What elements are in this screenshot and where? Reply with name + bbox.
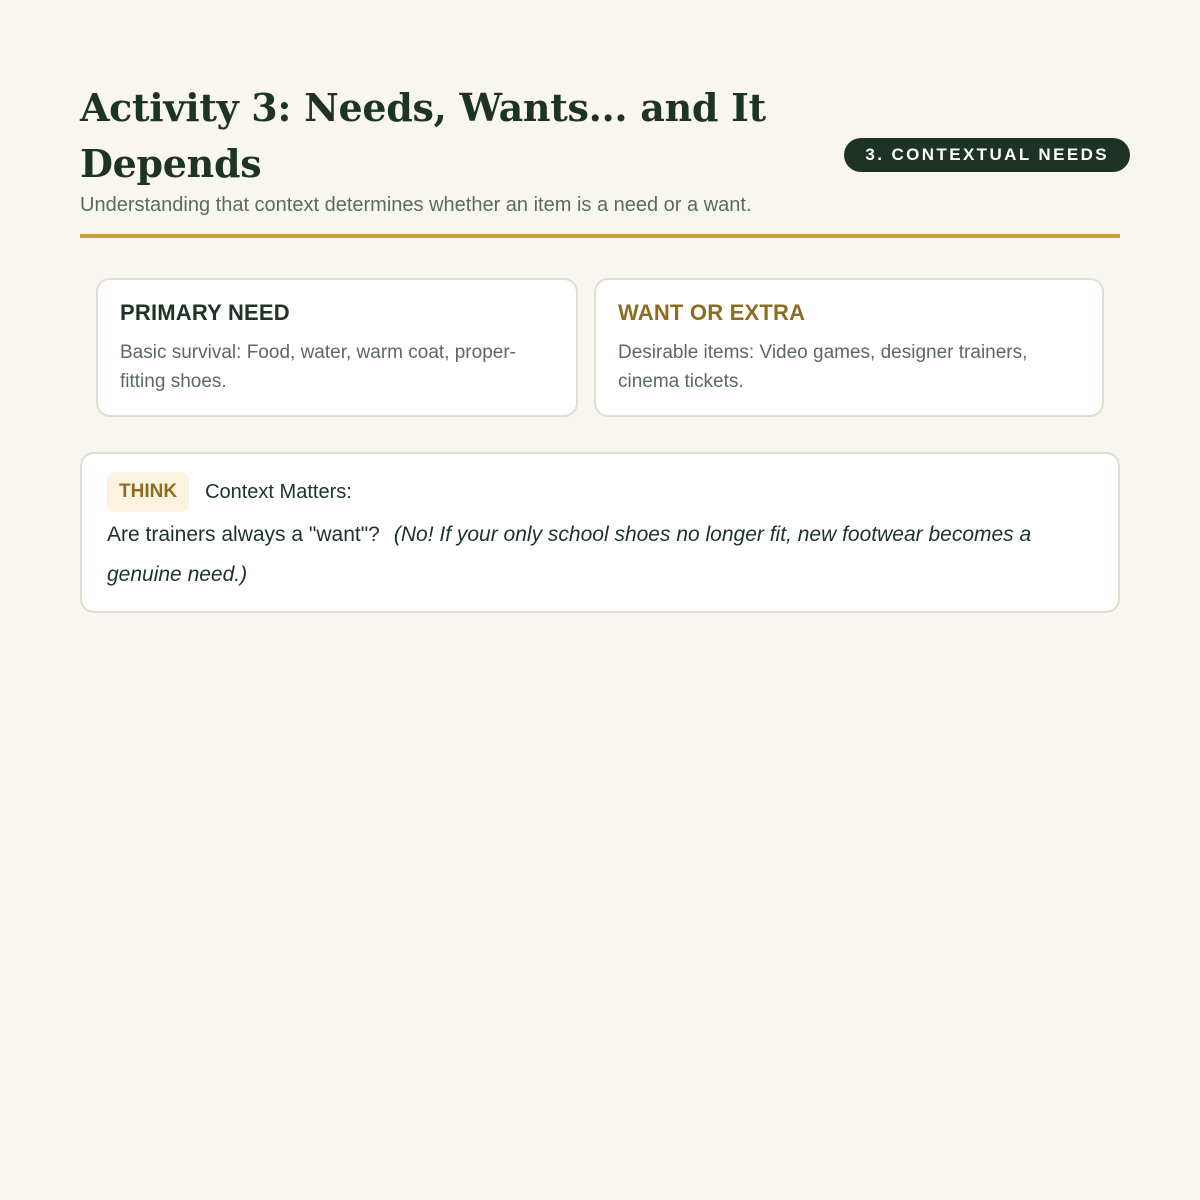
want-title: WANT OR EXTRA — [618, 300, 806, 325]
think-heading: Context Matters: — [205, 480, 352, 503]
think-question: Are trainers always a "want"? — [107, 523, 380, 546]
page-header — [80, 80, 1120, 238]
page-subtitle: Understanding that context determines whether an item is a need or a want. — [80, 194, 752, 216]
want-text: Desirable items: Video games, designer trainers, cinema tickets. — [618, 342, 1028, 392]
think-tag: THINK — [107, 472, 189, 512]
think-box — [80, 452, 1120, 613]
activity-page — [80, 80, 1120, 586]
want-card — [594, 278, 1104, 417]
think-body — [107, 515, 1093, 595]
page-title: Activity 3: Needs, Wants... and It Depends — [80, 85, 766, 186]
section-badge: 3. CONTEXTUAL NEEDS — [844, 138, 1130, 172]
primary-need-title: PRIMARY NEED — [120, 300, 290, 325]
primary-need-text: Basic survival: Food, water, warm coat, proper-fitting shoes. — [120, 342, 516, 392]
think-header — [107, 472, 1093, 512]
think-answer: (No! If your only school shoes no longer fit, new footwear becomes a genuine need.) — [107, 523, 1032, 586]
category-cards — [96, 278, 1104, 421]
primary-need-card — [96, 278, 578, 417]
